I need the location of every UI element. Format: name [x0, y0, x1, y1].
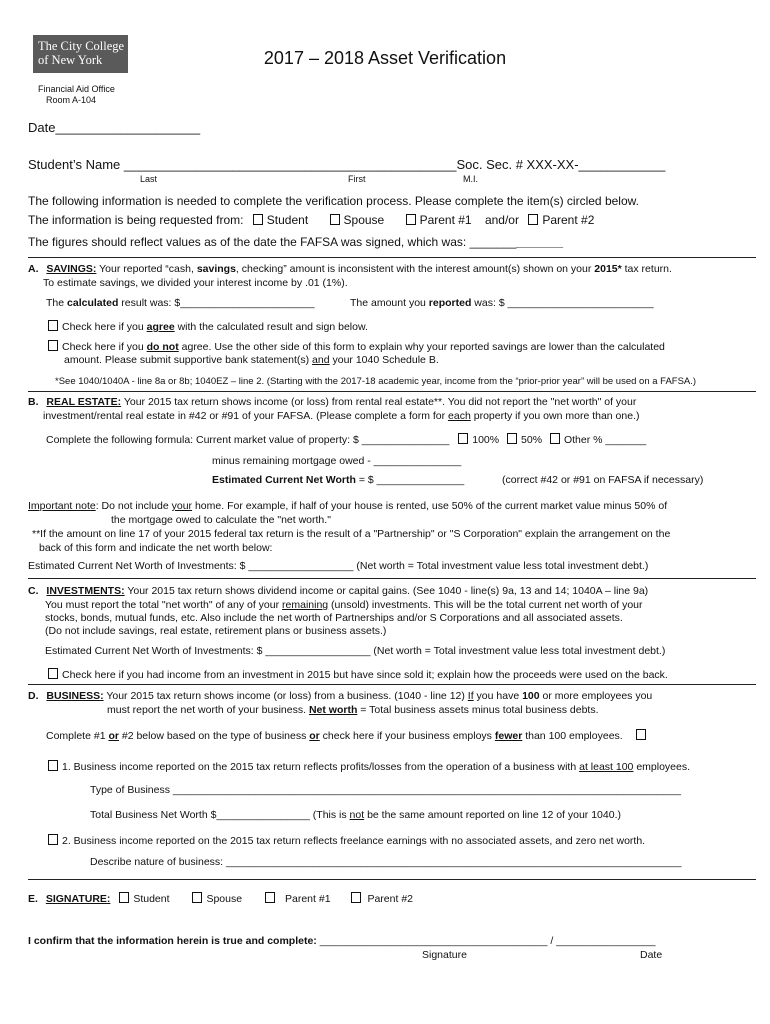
real-estate-line-2 [43, 410, 639, 422]
business-text: or more employees you [539, 690, 653, 702]
mortgage-field[interactable]: minus remaining mortgage owed - _______________ [212, 455, 462, 467]
investments-line-4: (Do not include savings, real estate, retirement plans or business assets.) [45, 625, 387, 637]
real-estate-heading: REAL ESTATE: [46, 396, 122, 408]
intro-text: The following information is needed to complete the verification process. Please complete the item(s) circled below. [28, 194, 639, 208]
savings-footnote: *See 1040/1040A - line 8a or 8b; 1040EZ – line 2. (Starting with the 2017-18 academic year, income from the “prior-prior year” will be used on a FAFSA.) [55, 376, 697, 387]
pct50-checkbox[interactable] [507, 433, 517, 444]
complete-or: or [309, 730, 320, 742]
savings-text: tax return. [621, 263, 672, 275]
type-of-business-field[interactable]: Type of Business _______________________________________________________________________________________ [90, 784, 681, 796]
business-letter: D. [28, 690, 39, 702]
savings-year: 2015* [594, 263, 622, 275]
divider [28, 257, 756, 258]
disagree-checkbox[interactable] [48, 340, 58, 351]
real-estate-text: property if you own more than one.) [470, 410, 640, 422]
important-note [28, 500, 667, 512]
sig-student-label: Student [133, 893, 170, 905]
sub-label-first: First [348, 174, 366, 184]
sig-parent2-label: Parent #2 [367, 893, 414, 905]
other-pct-checkbox[interactable] [550, 433, 560, 444]
spouse-checkbox[interactable] [330, 214, 340, 225]
pct100-checkbox[interactable] [458, 433, 468, 444]
sig-spouse-checkbox[interactable] [192, 892, 202, 903]
important-note-2: the mortgage owed to calculate the "net worth." [111, 514, 331, 526]
savings-line-1 [28, 263, 672, 275]
business-option-2 [48, 834, 645, 847]
real-estate-each: each [448, 410, 471, 422]
business-text: = Total business assets minus total business debts. [357, 704, 599, 716]
rep-text: The amount you [350, 297, 429, 309]
savings-heading: SAVINGS: [46, 263, 97, 275]
divider [28, 391, 756, 392]
business-line-2 [107, 704, 599, 716]
investments-text: Your 2015 tax return shows dividend income or capital gains. (See 1040 - line(s) 9a, 13 and 14; 1040A – line 9a) [124, 585, 649, 597]
confirm-text: I confirm that the information herein is true and complete: [28, 935, 317, 947]
divider [28, 684, 756, 685]
office-room: Room A-104 [46, 95, 97, 105]
sig-parent1-checkbox[interactable] [265, 892, 275, 903]
date-label: Date [640, 949, 663, 961]
calc-bold: calculated [67, 297, 119, 309]
divider [28, 578, 756, 579]
signature-row [28, 892, 413, 905]
investments-text: You must report the total "net worth" of any of your [45, 599, 283, 611]
disagree-bold: do not [146, 341, 179, 353]
fafsa-date-row[interactable] [28, 235, 563, 249]
real-estate-line-1 [28, 396, 636, 408]
investments-line-1 [28, 585, 648, 597]
disagree-row [48, 340, 665, 353]
option-1-text: 1. Business income reported on the 2015 tax return reflects profits/losses from the operation of a business with [62, 761, 580, 773]
business-complete-row [46, 729, 650, 742]
logo-line-1: The City College [38, 39, 125, 53]
disagree-text: Check here if you [62, 341, 147, 353]
parent2-checkbox[interactable] [528, 214, 538, 225]
tbnw-not: not [349, 809, 365, 821]
disagree-and: and [312, 354, 330, 366]
tbnw-text[interactable]: Total Business Net Worth $________________ (This is [90, 809, 350, 821]
option-1-text: employees. [633, 761, 691, 773]
investments-heading: INVESTMENTS: [46, 585, 125, 597]
describe-business-field[interactable]: Describe nature of business: ______________________________________________________________________________ [90, 856, 682, 868]
option-1-at-least: at least 100 [579, 761, 634, 773]
re-investment-net-worth-field[interactable]: Estimated Current Net Worth of Investments: $ __________________ (Net worth = Total investment value less total investment debt.) [28, 560, 649, 572]
confirm-row [28, 935, 655, 947]
investments-line-3: stocks, bonds, mutual funds, etc. Also include the net worth of Partnerships and/or S Corporations and all associated assets. [45, 612, 623, 624]
business-line-1 [28, 690, 652, 702]
complete-or: or [108, 730, 119, 742]
spouse-option-label: Spouse [343, 213, 385, 227]
savings-letter: A. [28, 263, 39, 275]
real-estate-text: Your 2015 tax return shows income (or loss) from rental real estate**. You did not report the "net worth" of your [121, 396, 637, 408]
fafsa-correct-note: (correct #42 or #91 on FAFSA if necessary) [502, 474, 704, 486]
rep-blank[interactable]: was: $ _________________________ [471, 297, 654, 309]
investments-remaining: remaining [282, 599, 329, 611]
property-value-field[interactable] [46, 433, 646, 446]
sig-spouse-label: Spouse [206, 893, 243, 905]
complete-text: check here if your business employs [319, 730, 495, 742]
agree-text: with the calculated result and sign below. [174, 321, 368, 333]
agree-row [48, 320, 368, 333]
total-business-net-worth-field[interactable] [90, 809, 621, 821]
calculated-result-field[interactable] [46, 297, 315, 309]
sig-parent1-label: Parent #1 [285, 893, 331, 905]
business-option-1 [48, 760, 690, 773]
date-field[interactable]: Date____________________ [28, 120, 201, 135]
partnership-note-1: **If the amount on line 17 of your 2015 federal tax return is the result of a "Partnership" or "S Corporation" explain the arrangement on the [32, 528, 671, 540]
divider [28, 879, 756, 880]
business-text: must report the net worth of your business. [107, 704, 309, 716]
savings-line-2: To estimate savings, we divided your interest income by .01 (1%). [43, 277, 348, 289]
savings-text: Your reported “cash, [99, 263, 197, 275]
logo-line-2: of New York [38, 53, 103, 67]
sig-parent2-checkbox[interactable] [351, 892, 361, 903]
signature-heading: SIGNATURE: [45, 893, 111, 905]
agree-bold: agree [146, 321, 175, 333]
sub-label-last: Last [140, 174, 158, 184]
pct50-label: 50% [521, 434, 543, 446]
disagree-text: your 1040 Schedule B. [329, 354, 439, 366]
fafsa-date-text: The figures should reflect values as of the date the FAFSA was signed, which was: _______ [28, 235, 517, 249]
complete-text: than 100 employees. [522, 730, 623, 742]
calc-blank[interactable]: result was: $_______________________ [118, 297, 315, 309]
option-2-text: 2. Business income reported on the 2015 tax return reflects freelance earnings with no associated assets, and zero net worth. [62, 835, 646, 847]
signature-letter: E. [28, 893, 38, 905]
parent1-checkbox[interactable] [406, 214, 416, 225]
disagree-text: amount. Please submit supportive bank statement(s) [64, 354, 313, 366]
investments-text: (unsold) investments. This will be the total current net worth of your [328, 599, 643, 611]
signature-label: Signature [422, 949, 467, 961]
sub-label-mi: M.I. [463, 174, 478, 184]
savings-text-bold: savings [196, 263, 236, 275]
student-checkbox[interactable] [253, 214, 263, 225]
fafsa-date-blank[interactable]: _______ [516, 235, 564, 249]
parent1-option-label: Parent #1 [419, 213, 472, 227]
formula-text[interactable]: Complete the following formula: Current market value of property: $ _______________ [46, 434, 450, 446]
pct100-label: 100% [472, 434, 500, 446]
investments-line-2 [45, 599, 643, 611]
business-heading: BUSINESS: [46, 690, 104, 702]
investments-letter: C. [28, 585, 39, 597]
net-worth-field[interactable]: = $ _______________ [355, 474, 465, 486]
sold-investment-label: Check here if you had income from an investment in 2015 but have since sold it; explain how the proceeds were used on the back. [62, 669, 668, 681]
note-text: : Do not include [95, 500, 172, 512]
note-your: your [171, 500, 193, 512]
requested-from-label: The information is being requested from: [28, 213, 244, 227]
sold-investment-row [48, 668, 668, 681]
requested-from-row [28, 213, 594, 227]
agree-text: Check here if you [62, 321, 147, 333]
business-net-worth: Net worth [308, 704, 358, 716]
savings-text: , checking” amount is inconsistent with the interest amount(s) shown on your [235, 263, 595, 275]
business-if: If [467, 690, 474, 702]
student-option-label: Student [266, 213, 309, 227]
sig-student-checkbox[interactable] [119, 892, 129, 903]
agree-checkbox[interactable] [48, 320, 58, 331]
complete-fewer: fewer [494, 730, 523, 742]
complete-text: #2 below based on the type of business [118, 730, 310, 742]
parent2-option-label: Parent #2 [542, 213, 595, 227]
tbnw-text: be the same amount reported on line 12 of your 1040.) [364, 809, 621, 821]
net-worth-row[interactable] [212, 474, 464, 486]
important-note-label: Important note [28, 500, 96, 512]
investments-net-worth-field[interactable]: Estimated Current Net Worth of Investments: $ __________________ (Net worth = Total investment value less total investment debt.) [45, 645, 666, 657]
business-option-1-checkbox[interactable] [48, 760, 58, 771]
business-100: 100 [522, 690, 540, 702]
and-or-label: and/or [484, 213, 519, 227]
business-text: Your 2015 tax return shows income (or loss) from a business. (1040 - line 12) [103, 690, 468, 702]
business-text: you have [473, 690, 523, 702]
office-name: Financial Aid Office [38, 84, 115, 94]
note-text: home. For example, if half of your house is rented, use 50% of the current market value minus 50% of [192, 500, 668, 512]
page-title: 2017 – 2018 Asset Verification [263, 48, 507, 68]
business-option-2-checkbox[interactable] [48, 834, 58, 845]
real-estate-letter: B. [28, 396, 39, 408]
net-worth-label: Estimated Current Net Worth [212, 474, 356, 486]
reported-amount-field[interactable] [350, 297, 654, 309]
sold-investment-checkbox[interactable] [48, 668, 58, 679]
other-pct-field[interactable]: Other % _______ [563, 434, 647, 446]
signature-date-field[interactable]: _______________________________________ / _________________ [319, 935, 656, 947]
calc-text: The [46, 297, 68, 309]
complete-text: Complete #1 [46, 730, 109, 742]
disagree-row-2 [64, 354, 439, 366]
disagree-text: agree. Use the other side of this form to explain why your reported savings are lower than the calculated [178, 341, 665, 353]
student-name-field[interactable]: Student’s Name ______________________________________________Soc. Sec. # XXX-XX-____________ [28, 157, 666, 172]
fewer-employees-checkbox[interactable] [636, 729, 646, 740]
partnership-note-2: back of this form and indicate the net worth below: [39, 542, 273, 554]
real-estate-text: investment/rental real estate in #42 or #91 of your FAFSA. (Please complete a form for [43, 410, 449, 422]
rep-bold: reported [428, 297, 472, 309]
